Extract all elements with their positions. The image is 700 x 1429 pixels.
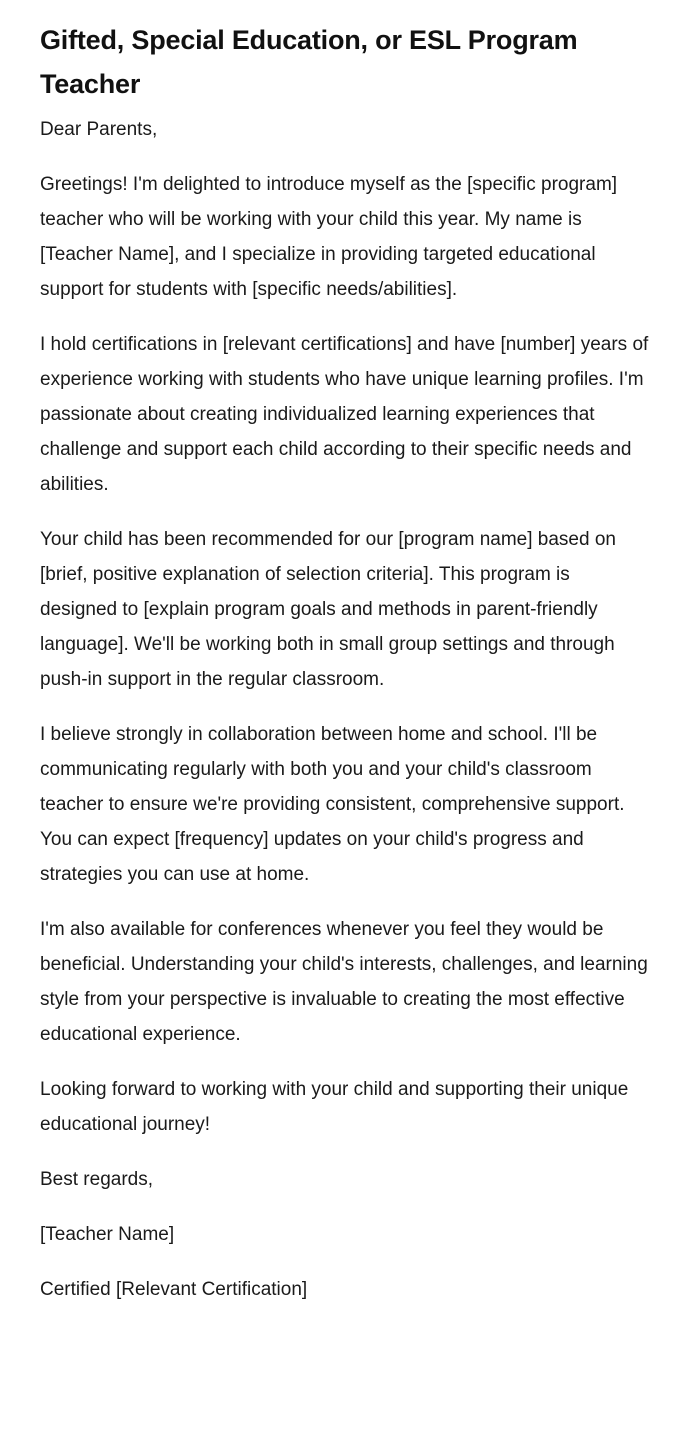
letter-paragraph-conferences: I'm also available for conferences whenever you feel they would be beneficial. Understanding your child's interests, challenges, and learning style from your perspective is invaluable to creating the most effective educational experience. — [40, 919, 648, 1045]
letter-paragraph-collaboration: I believe strongly in collaboration between home and school. I'll be communicating regularly with both you and your child's classroom teacher to ensure we're providing consistent, comprehensive support. You can expect [frequency] updates on your child's progress and strategies you can use at home. — [40, 724, 625, 885]
letter-paragraph-lookingforward: Looking forward to working with your child and supporting their unique educational journey! — [40, 1079, 629, 1135]
letter-paragraph-intro: Greetings! I'm delighted to introduce myself as the [specific program] teacher who will be working with your child this year. My name is [Teacher Name], and I specialize in providing targeted educational support for students with [specific needs/abilities]. — [40, 174, 618, 300]
certification-line: Certified [Relevant Certification] — [40, 1279, 308, 1300]
document-title: Gifted, Special Education, or ESL Program Teacher — [40, 25, 578, 99]
signature-name: [Teacher Name] — [40, 1224, 175, 1245]
letter-paragraph-program: Your child has been recommended for our [program name] based on [brief, positive explanation of selection criteria]. This program is designed to [explain program goals and methods in parent-friendly language]. We'll be working both in small group settings and through push-in support in the regular classroom. — [40, 529, 616, 690]
letter-paragraph-certifications: I hold certifications in [relevant certifications] and have [number] years of experience working with students who have unique learning profiles. I'm passionate about creating individualized learning experiences that challenge and support each child according to their specific needs and abilities. — [40, 334, 649, 495]
salutation: Dear Parents, — [40, 119, 158, 140]
closing: Best regards, — [40, 1169, 153, 1190]
